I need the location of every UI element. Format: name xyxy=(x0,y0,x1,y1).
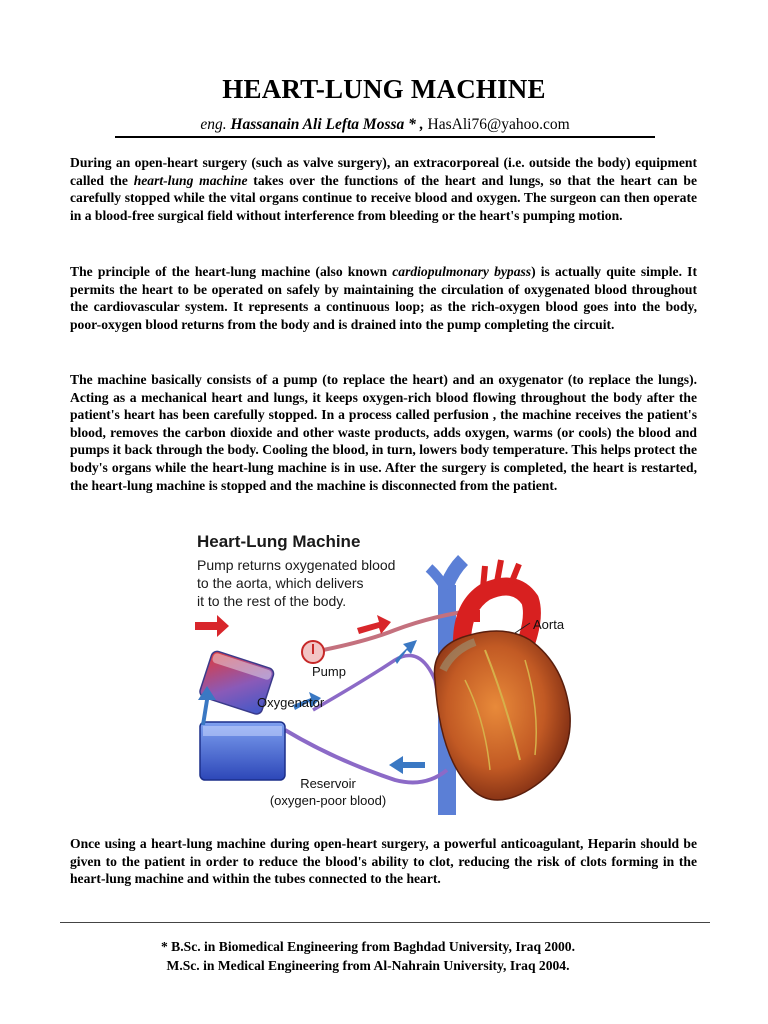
paragraph-text: takes over the functions of the heart and lungs, so that the heart can be carefully stopped while the vital organs continue to receive blood and oxygen. The surgeon can then operate in a blood-free surgical field without interference from bleeding or the heart's pumping motion. xyxy=(70,172,697,223)
footnote-bsc: * B.Sc. in Biomedical Engineering from Baghdad University, Iraq 2000. xyxy=(160,939,575,954)
footnote-msc: M.Sc. in Medical Engineering from Al-Nahrain University, Iraq 2004. xyxy=(166,958,570,973)
emphasis-term: heart-lung machine xyxy=(133,172,248,188)
paragraph-text: The principle of the heart-lung machine (also known xyxy=(70,264,393,279)
paragraph-heparin: Once using a heart-lung machine during open-heart surgery, a powerful anticoagulant, Heparin should be given to the patient in order to reduce the blood's ability to clot, reducing the risk of clots forming in the heart-lung machine and within the tubes connected to the heart. xyxy=(70,836,697,887)
figure-subtitle-line: it to the rest of the body. xyxy=(197,593,347,609)
title-rule xyxy=(115,136,655,138)
paragraph-intro xyxy=(70,154,697,224)
paragraph-components: The machine basically consists of a pump (to replace the heart) and an oxygenator (to replace the lungs). Acting as a mechanical heart and lungs, it keeps oxygen-rich blood flowing throughout the body after the patient's heart has been carefully stopped. In a process called perfusion , the machine receives the patient's blood, removes the carbon dioxide and other waste products, adds oxygen, warms (or cools) the blood and pumps it back through the body. Cooling the blood, in turn, lowers body temperature. This helps protect the body's organs while the heart-lung machine is in use. After the surgery is completed, the heart is restarted, the heart-lung machine is stopped and the machine is disconnected from the patient. xyxy=(70,372,697,493)
document-title: HEART-LUNG MACHINE xyxy=(222,74,546,104)
red-arrow-right xyxy=(357,615,391,634)
footnote-rule xyxy=(60,922,710,923)
label-pump: Pump xyxy=(312,664,346,679)
author-email: HasAli76@yahoo.com xyxy=(427,116,570,133)
figure-subtitle xyxy=(197,556,457,610)
emphasis-term: cardiopulmonary bypass xyxy=(392,264,532,279)
red-arrow-left xyxy=(195,615,229,637)
label-aorta: Aorta xyxy=(533,617,565,632)
author-line xyxy=(115,116,655,134)
venous-tube xyxy=(285,730,447,782)
figure-title: Heart-Lung Machine xyxy=(197,532,361,551)
paragraph-text: During an open-heart surgery (such as valve surgery), an extracorporeal (i.e. outside the body) equipment called the xyxy=(70,155,697,188)
heart-lung-figure xyxy=(185,530,580,815)
blue-arrow-bottom xyxy=(389,756,425,774)
author-prefix: eng. xyxy=(200,116,227,133)
author-name: Hassanain Ali Lefta Mossa * , xyxy=(230,116,424,133)
label-reservoir-note: (oxygen-poor blood) xyxy=(269,793,387,808)
paragraph-principle xyxy=(70,263,697,333)
figure-subtitle-line: to the aorta, which delivers xyxy=(197,575,364,591)
blue-arrow-tube-top xyxy=(395,640,417,664)
label-reservoir: Reservoir xyxy=(300,776,356,791)
figure-subtitle-line: Pump returns oxygenated blood xyxy=(197,557,396,573)
label-oxygenator: Oxygenator xyxy=(257,695,325,710)
paragraph-text: ) is actually quite simple. It permits the heart to be operated on safely by maintaining the circulation of oxygenated blood throughout the cardiovascular system. It represents a continuous loop; as the rich-oxygen blood goes into the body, poor-oxygen blood returns from the body and is drained into the pump completing the circuit. xyxy=(70,264,697,332)
